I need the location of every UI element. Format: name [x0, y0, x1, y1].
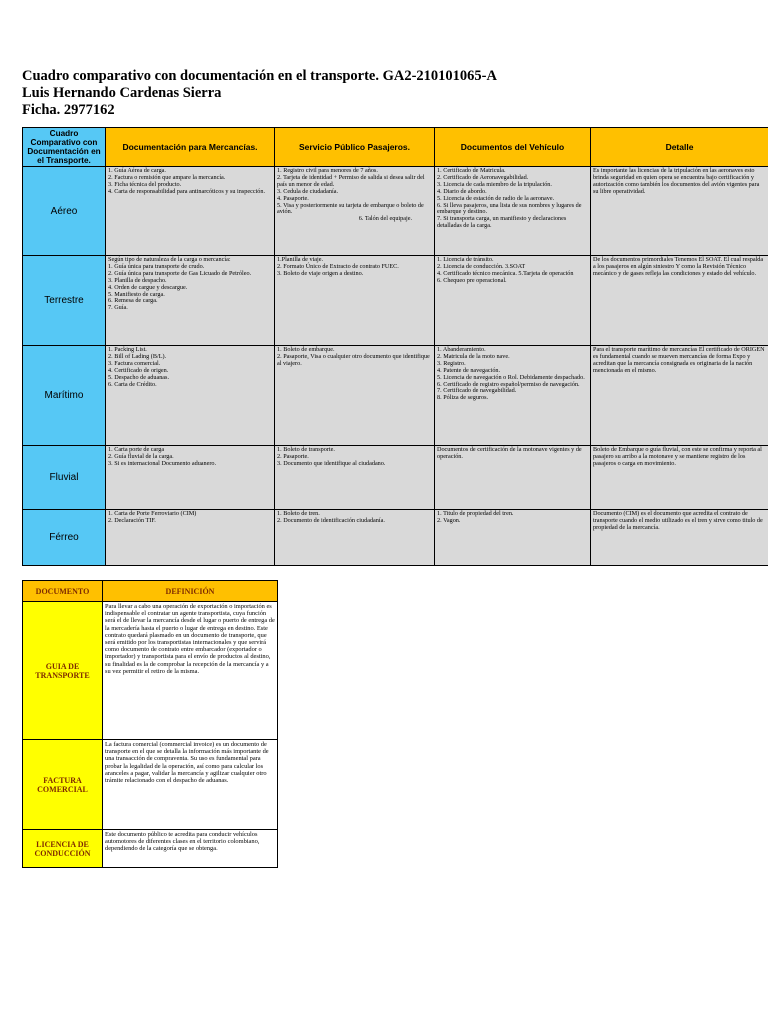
cell-line: 4. Pasaporte.: [277, 194, 309, 202]
cell-line: 1. Boleto de transporte.: [277, 446, 335, 453]
comparison-header-row: [23, 128, 768, 167]
cell-pasajeros: [275, 167, 435, 256]
cell-line: 1. Certificado de Matricula.: [437, 167, 506, 174]
cell-line: 2. Documento de identificación ciudadanía.: [277, 516, 385, 524]
cell-detalle: [591, 346, 768, 446]
table-row: [23, 602, 278, 740]
cell-line: 6. Carta de Crédito.: [108, 380, 157, 388]
cell-line: 2. Matricula de la moto nave.: [437, 352, 510, 360]
cell-line: 5. Visa y posteriormente su tarjeta de embarque o boleto de avión.: [277, 201, 424, 216]
cell-pasajeros: [275, 256, 435, 346]
header-definicion: DEFINICIÓN: [103, 581, 278, 602]
cell-line: 6. Talón del equipaje.: [358, 215, 412, 223]
cell-line: 2. Pasaporte.: [277, 452, 309, 460]
cell-line: 7. Guía.: [108, 304, 128, 312]
table-row: [23, 830, 278, 868]
definition-text: La factura comercial (commercial invoice) es un documento de transporte en el que se detalla la información más importante de una transacción de compraventa. Su uso es fundamental para probar la legalidad de la operación, así como para calcular los aranceles a pagar, validar la mercancía y agilizar cualquier otro trámite relacionado con el despacho de aduanas.: [103, 740, 278, 830]
cell-detalle: [591, 256, 768, 346]
doc-factura-comercial: FACTURA COMERCIAL: [23, 740, 103, 830]
table-row: [23, 446, 768, 510]
mode-ferreo: Férreo: [23, 510, 106, 566]
cell-detalle: [591, 446, 768, 510]
author-name: Luis Hernando Cardenas Sierra: [22, 85, 222, 101]
cell-line: 2. Bill of Lading (B/L).: [108, 352, 167, 360]
cell-vehiculo: [435, 510, 591, 566]
cell-vehiculo: [435, 167, 591, 256]
cell-line: 2. Tarjeta de identidad + Permiso de salida si desea salir del país un menor de edad.: [277, 173, 425, 188]
mode-fluvial: Fluvial: [23, 446, 106, 510]
cell-line: 3. Ficha técnica del producto.: [108, 180, 182, 188]
cell-line: 4. Certificado técnico mecánica. 5.Tarjeta de operación: [437, 269, 574, 277]
cell-line: 7. Certificado de navegabilidad.: [437, 387, 517, 395]
document-header: [22, 68, 497, 119]
cell-line: 8. Póliza de seguros.: [437, 394, 489, 402]
cell-line: 1. Carta porte de carga: [108, 446, 165, 453]
cell-line: 1. Guía única para transporte de crudo.: [108, 262, 205, 270]
cell-line: 2. Guía única para transporte de Gas Licuado de Petróleo.: [108, 269, 252, 277]
cell-detalle: [591, 510, 768, 566]
cell-vehiculo: [435, 446, 591, 510]
cell-line: 3. Documento que identifique al ciudadano.: [277, 459, 386, 467]
cell-line: Boleto de Embarque o guía fluvial, con este se confirma y reporta al pasajero su arribo a la motonave y se mantiene registro de los pasajeros o carga en movimiento.: [593, 446, 762, 467]
cell-line: 7. Si transporta carga, un manifiesto y declaraciones detalladas de la carga.: [437, 215, 567, 230]
cell-line: 1. Titulo de propiedad del tren.: [437, 510, 514, 517]
cell-mercancias: [106, 346, 275, 446]
mode-maritimo: Marítimo: [23, 346, 106, 446]
cell-line: 2. Licencia de conducción. 3.SOAT: [437, 262, 526, 270]
cell-pasajeros: [275, 346, 435, 446]
cell-line: 3. Boleto de viaje origen a destino.: [277, 269, 364, 277]
comparison-table: [22, 127, 768, 566]
cell-line: 5. Despacho de aduanas.: [108, 373, 169, 381]
cell-line: 4. Orden de cargue y descargue.: [108, 283, 188, 291]
table-row: [23, 740, 278, 830]
mode-aereo: Aéreo: [23, 167, 106, 256]
cell-line: 1. Licencia de tránsito.: [437, 256, 494, 263]
table-row: [23, 167, 768, 256]
cell-line: 1. Boleto de embarque.: [277, 346, 335, 353]
cell-line: 1.Planilla de viaje.: [277, 256, 324, 263]
cell-mercancias: [106, 167, 275, 256]
cell-line: 2. Pasaporte, Visa o cualquier otro documento que identifique al viajero.: [277, 352, 430, 367]
cell-line: 4. Certificado de origen.: [108, 366, 169, 374]
cell-line: Según tipo de naturaleza de la carga o mercancía:: [108, 256, 231, 263]
cell-line: 4. Carta de responsabilidad para antinarcóticos y su inspección.: [108, 187, 266, 195]
cell-line: 4. Diario de abordo.: [437, 187, 487, 195]
cell-line: 2. Factura o remisión que ampare la mercancía.: [108, 173, 226, 181]
definition-text: Para llevar a cabo una operación de exportación o importación es indispensable el contratar un agente transportista, cuya función será el de llevar la mercancía desde el lugar o puerto de entrega de la mercadería hasta el puerto o lugar de entrega en destino. Este contrato quedará plasmado en un documento de transporte, que será emitido por los transportistas internacionales y que servirá como documento de contrato entre embarcador (exportador o importador) y transportista para el envío de productos al destino, su finalidad es la de comprobar la recepción de la mercancía y a su vez permitir el retiro de la misma.: [103, 602, 278, 740]
table-row: [23, 346, 768, 446]
cell-line: 6. Certificado de registro español/permiso de navegación.: [437, 380, 580, 388]
cell-line: 1. Registro civil para menores de 7 años.: [277, 167, 378, 174]
cell-line: Para el transporte marítimo de mercancías El certificado de ORIGEN es fundamental cuando se mueven mercancías de forma Expo y acreditan que la mercancía consignada es originaria de la nación mencionada en el mismo.: [593, 346, 765, 374]
doc-guia-transporte: GUIA DE TRANSPORTE: [23, 602, 103, 740]
cell-line: 5. Manifiesto de carga.: [108, 290, 165, 298]
cell-line: 1. Abanderamiento.: [437, 346, 486, 353]
definition-text: Este documento público te acredita para conducir vehículos automotores de diferentes clases en el territorio colombiano, dependiendo de la categoría que se obtenga.: [103, 830, 278, 868]
cell-line: 1. Packing List.: [108, 346, 147, 353]
cell-pasajeros: [275, 510, 435, 566]
cell-mercancias: [106, 510, 275, 566]
cell-pasajeros: [275, 446, 435, 510]
cell-line: 2. Formato Único de Extracto de contrato FUEC.: [277, 262, 399, 270]
table-row: [23, 510, 768, 566]
cell-detalle: [591, 167, 768, 256]
cell-line: 2. Guía fluvial de la carga.: [108, 452, 174, 460]
cell-line: 6. Remesa de carga.: [108, 297, 158, 305]
doc-licencia-conduccion: LICENCIA DE CONDUCCIÓN: [23, 830, 103, 868]
table-row: [23, 256, 768, 346]
cell-line: 3. Si es internacional Documento aduanero.: [108, 459, 217, 467]
definitions-header-row: [23, 581, 278, 602]
corner-header: Cuadro Comparativo con Documentación en el Transporte.: [23, 128, 106, 167]
mode-terrestre: Terrestre: [23, 256, 106, 346]
cell-line: 1. Carta de Porte Ferroviario (CIM): [108, 510, 197, 517]
cell-line: De los documentos primordiales Tenemos El SOAT. El cual respalda a los pasajeros en algún siniestro Y como la Revisión Técnico mecánico y de gases refleja las condiciones y estado del vehículo.: [593, 256, 764, 277]
cell-line: Documento (CIM) es el documento que acredita el contrato de transporte cuando el medio utilizado es el tren y sirve como titulo de propiedad de la mercancía.: [593, 510, 763, 531]
cell-mercancias: [106, 446, 275, 510]
cell-line: 1. Boleto de tren.: [277, 510, 320, 517]
cell-line: 3. Registro.: [437, 359, 466, 367]
cell-line: 6. Chequeo pre operacional.: [437, 276, 507, 284]
ficha-number: Ficha. 2977162: [22, 102, 115, 118]
cell-line: 1. Guía Aérea de carga.: [108, 167, 166, 174]
cell-line: 3. Cedula de ciudadanía.: [277, 187, 338, 195]
header-pasajeros: Servicio Público Pasajeros.: [275, 128, 435, 167]
cell-line: 5. Licencia de navegación o Rol. Debidamente despachado.: [437, 373, 585, 381]
cell-mercancias: [106, 256, 275, 346]
cell-line: 3. Licencia de cada miembro de la tripulación.: [437, 180, 552, 188]
cell-line: 4. Patente de navegación.: [437, 366, 501, 374]
header-documento: DOCUMENTO: [23, 581, 103, 602]
page-title: Cuadro comparativo con documentación en el transporte. GA2-210101065-A: [22, 68, 497, 84]
cell-line: 2. Vagon.: [437, 516, 461, 524]
header-detalle: Detalle: [591, 128, 768, 167]
definitions-table: [22, 580, 278, 868]
cell-vehiculo: [435, 256, 591, 346]
cell-line: 3. Factura comercial.: [108, 359, 161, 367]
cell-line: 2. Certificado de Aeronavegabilidad.: [437, 173, 529, 181]
cell-line: Documentos de certificación de la motonave vigentes y de operación.: [437, 446, 582, 460]
cell-line: 6. Si lleva pasajeros, una lista de sus nombres y lugares de embarque y destino.: [437, 201, 582, 216]
cell-line: Es importante las licencias de la tripulación en las aeronaves esto brinda seguridad en quien opera se encuentra bajo certificación y autorización como también los documentos del avión vigentes para su libre operatividad.: [593, 167, 760, 195]
header-vehiculo: Documentos del Vehículo: [435, 128, 591, 167]
cell-line: 3. Planilla de despacho.: [108, 276, 167, 284]
cell-vehiculo: [435, 346, 591, 446]
cell-line: 5. Licencia de estación de radio de la aeronave.: [437, 194, 555, 202]
cell-line: 2. Declaración TIF.: [108, 516, 156, 524]
header-mercancias: Documentación para Mercancías.: [106, 128, 275, 167]
